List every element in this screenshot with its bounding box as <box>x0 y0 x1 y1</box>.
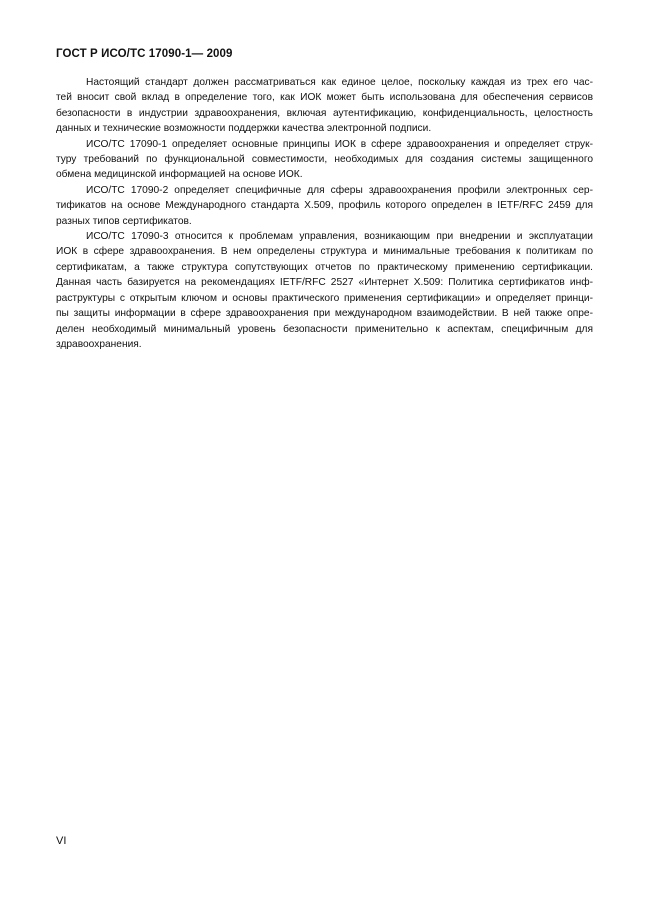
text-line: раструктуры с открытым ключом и основы практического применения сертификации» и определяет принци- <box>56 292 593 304</box>
text-line: ИСО/ТС 17090-1 определяет основные принципы ИОК в сфере здравоохранения и определяет струк- <box>86 138 593 150</box>
text-line: тей вносит свой вклад в определение того, как ИОК может быть использована для обеспечения сервисов <box>56 92 593 104</box>
text-line: ИСО/ТС 17090-2 определяет специфичные для сферы здравоохранения профили электронных сер- <box>86 184 593 196</box>
text-line: ИОК в сфере здравоохранения. В нем определены структура и минимальные требования к политикам по <box>56 246 593 258</box>
body-text <box>56 75 593 352</box>
paragraph <box>56 137 593 183</box>
text-line: Настоящий стандарт должен рассматриваться как единое целое, поскольку каждая из трех его час- <box>86 77 593 88</box>
paragraph <box>56 229 593 352</box>
text-line: тификатов на основе Международного стандарта Х.509, профиль которого определен в IETF/RFC 2459 для <box>56 200 593 212</box>
text-line: Данная часть базируется на рекомендациях IETF/RFC 2527 «Интернет Х.509: Политика сертификатов инф- <box>56 277 593 289</box>
page-number: VI <box>56 835 67 847</box>
text-line: туру требований по функциональной совместимости, необходимых для создания системы защищенного <box>56 154 593 166</box>
text-line: здравоохранения. <box>56 338 142 350</box>
text-line: ИСО/ТС 17090-3 относится к проблемам управления, возникающим при внедрении и эксплуатации <box>86 231 593 243</box>
text-line: пы защиты информации в сфере здравоохранения при международном взаимодействии. В ней также опре- <box>56 308 593 320</box>
text-line: делен необходимый минимальный уровень безопасности применительно к аспектам, специфичным для <box>56 323 593 335</box>
paragraph <box>56 183 593 229</box>
text-line: безопасности в индустрии здравоохранения, включая аутентификацию, конфиденциальность, целостность <box>56 107 593 119</box>
text-line: сертификатам, а также структура сопутствующих отчетов по практическому применению сертификации. <box>56 261 593 273</box>
paragraph <box>56 75 593 137</box>
text-line: данных и технические возможности поддержки качества электронной подписи. <box>56 123 432 135</box>
text-line: обмена медицинской информацией на основе ИОК. <box>56 169 303 181</box>
document-header: ГОСТ Р ИСО/ТС 17090-1— 2009 <box>56 48 233 60</box>
text-line: разных типов сертификатов. <box>56 215 192 227</box>
